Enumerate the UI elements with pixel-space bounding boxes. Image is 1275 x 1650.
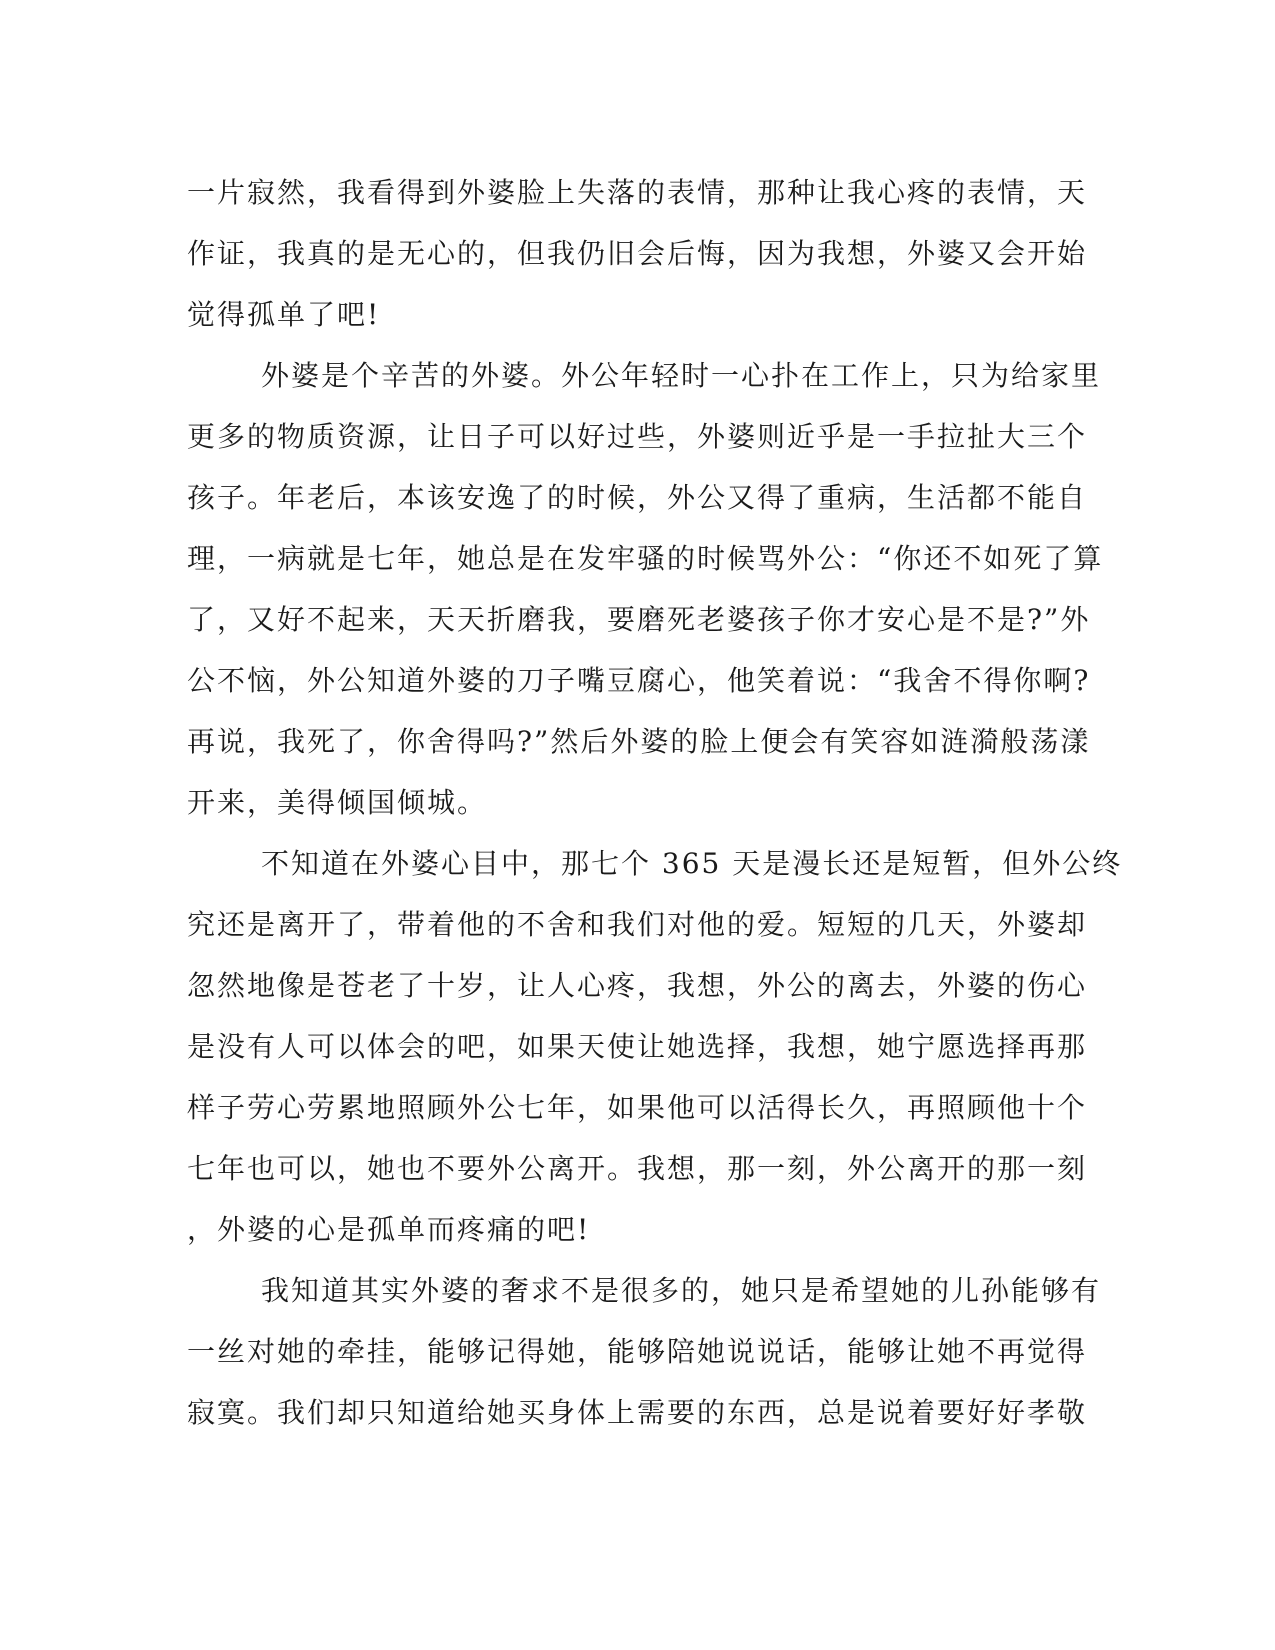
text-line: 公不恼，外公知道外婆的刀子嘴豆腐心，他笑着说：“我舍不得你啊? [187,664,1091,697]
text-line: 寂寞。我们却只知道给她买身体上需要的东西，总是说着要好好孝敬 [187,1396,1088,1429]
text-line: ，外婆的心是孤单而疼痛的吧! [187,1213,591,1246]
text-line: 一片寂然，我看得到外婆脸上失落的表情，那种让我心疼的表情，天 [187,176,1088,209]
body-text [187,162,1123,1443]
text-line: 了，又好不起来，天天折磨我，要磨死老婆孩子你才安心是不是?”外 [187,603,1091,636]
text-line: 忽然地像是苍老了十岁，让人心疼，我想，外公的离去，外婆的伤心 [187,969,1088,1002]
text-line: 究还是离开了，带着他的不舍和我们对他的爱。短短的几天，外婆却 [187,908,1088,941]
text-line: 开来，美得倾国倾城。 [187,786,488,819]
paragraph-1 [187,162,1087,345]
text-line: 一丝对她的牵挂，能够记得她，能够陪她说说话，能够让她不再觉得 [187,1335,1088,1368]
paragraph-2 [187,345,1104,833]
text-line: 作证，我真的是无心的，但我仍旧会后悔，因为我想，外婆又会开始 [187,237,1088,270]
text-line: 理，一病就是七年，她总是在发牢骚的时候骂外公：“你还不如死了算 [187,542,1104,575]
text-line: 外婆是个辛苦的外婆。外公年轻时一心扑在工作上，只为给家里 [261,359,1102,392]
text-line: 觉得孤单了吧! [187,298,381,331]
text-line: 再说，我死了，你舍得吗?”然后外婆的脸上便会有笑容如涟漪般荡漾 [187,725,1091,758]
text-line: 我知道其实外婆的奢求不是很多的，她只是希望她的儿孙能够有 [261,1274,1102,1307]
text-line: 是没有人可以体会的吧，如果天使让她选择，我想，她宁愿选择再那 [187,1030,1088,1063]
paragraph-4 [187,1260,1102,1443]
paragraph-3 [187,833,1123,1260]
text-line: 更多的物质资源，让日子可以好过些，外婆则近乎是一手拉扯大三个 [187,420,1088,453]
text-line: 不知道在外婆心目中，那七个 365 天是漫长还是短暂，但外公终 [261,847,1123,880]
text-line: 样子劳心劳累地照顾外公七年，如果他可以活得长久，再照顾他十个 [187,1091,1088,1124]
text-line: 孩子。年老后，本该安逸了的时候，外公又得了重病，生活都不能自 [187,481,1088,514]
text-line: 七年也可以，她也不要外公离开。我想，那一刻，外公离开的那一刻 [187,1152,1088,1185]
